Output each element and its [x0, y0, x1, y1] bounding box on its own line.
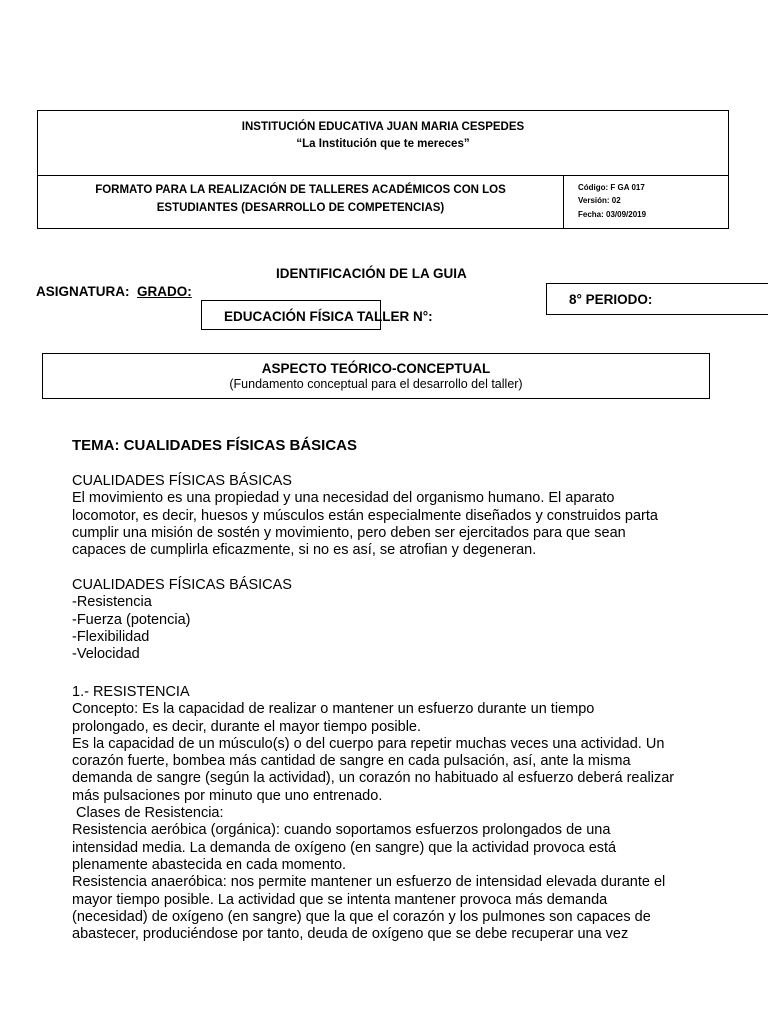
paragraph-line: prolongado, es decir, durante el mayor tiempo posible. [72, 718, 422, 735]
paragraph-line: mayor tiempo posible. La actividad que se intenta mantener provoca más demanda [72, 891, 608, 908]
paragraph-line: intensidad media. La demanda de oxígeno (en sangre) que la actividad provoca está [72, 839, 617, 856]
paragraph-line: plenamente abastecida en cada momento. [72, 856, 347, 873]
paragraph-line: (necesidad) de oxígeno (en sangre) que la que el corazón y los pulmones son capaces de [72, 908, 651, 925]
aspect-subtitle: (Fundamento conceptual para el desarrollo del taller) [229, 377, 523, 391]
header-divider [38, 175, 728, 176]
list-item: -Flexibilidad [72, 628, 150, 645]
paragraph-line: El movimiento es una propiedad y una necesidad del organismo humano. El aparato [72, 490, 615, 507]
document-date: Fecha: 03/09/2019 [578, 210, 647, 219]
paragraph-line: Clases de Resistencia: [72, 805, 224, 822]
asignatura-label: ASIGNATURA: [36, 284, 130, 299]
paragraph-line: Es la capacidad de un músculo(s) o del cuerpo para repetir muchas veces una actividad. Un [72, 735, 665, 752]
identification-title: IDENTIFICACIÓN DE LA GUIA [276, 266, 467, 281]
format-title-line2: ESTUDIANTES (DESARROLLO DE COMPETENCIAS) [156, 202, 445, 214]
institution-motto: “La Institución que te mereces” [296, 138, 470, 150]
subject-taller-label: EDUCACIÓN FÍSICA TALLER N°: [224, 309, 433, 324]
paragraph-line: cumplir una misión de sostén y movimiento, pero deben ser ejercitados para que sean [72, 524, 626, 541]
list-item: -Resistencia [72, 594, 152, 611]
grado-label: GRADO: [137, 284, 192, 299]
paragraph-line: más pulsaciones por minuto que uno entrenado. [72, 787, 383, 804]
list-item: -Velocidad [72, 646, 140, 663]
header-table [37, 110, 729, 229]
period-label: 8° PERIODO: [569, 292, 653, 307]
topic-heading: TEMA: CUALIDADES FÍSICAS BÁSICAS [72, 437, 358, 454]
paragraph-line: demanda de sangre (según la actividad), un corazón no habituado al esfuerzo deberá realizar [72, 770, 675, 787]
paragraph-line: abastecer, produciéndose por tanto, deuda de oxígeno que se debe recuperar una vez [72, 926, 629, 943]
paragraph-line: Resistencia anaeróbica: nos permite mantener un esfuerzo de intensidad elevada durante el [72, 874, 666, 891]
paragraph-line: capaces de cumplirla eficazmente, si no es así, se atrofian y degeneran. [72, 542, 537, 559]
institution-name: INSTITUCIÓN EDUCATIVA JUAN MARIA CESPEDES [241, 121, 525, 133]
list-item: -Fuerza (potencia) [72, 611, 191, 628]
section-heading: CUALIDADES FÍSICAS BÁSICAS [72, 577, 292, 593]
qualities-list [72, 577, 292, 663]
section-heading: CUALIDADES FÍSICAS BÁSICAS [72, 473, 292, 489]
section-heading: 1.- RESISTENCIA [72, 684, 190, 700]
document-version: Versión: 02 [578, 196, 621, 205]
paragraph-line: locomotor, es decir, huesos y músculos están especialmente diseñados y construidos parta [72, 507, 658, 524]
document-code: Código: F GA 017 [578, 183, 645, 192]
resistance-section [72, 684, 674, 943]
paragraph-line: Resistencia aeróbica (orgánica): cuando soportamos esfuerzos prolongados de una [72, 822, 611, 839]
paragraph-line: corazón fuerte, bombea más cantidad de sangre en cada pulsación, así, ante la misma [72, 753, 631, 770]
aspect-title: ASPECTO TEÓRICO-CONCEPTUAL [261, 361, 491, 376]
paragraph-intro [72, 473, 658, 559]
format-title-line1: FORMATO PARA LA REALIZACIÓN DE TALLERES ACADÉMICOS CON LOS [95, 184, 506, 196]
aspect-box [42, 353, 710, 399]
header-vertical-divider [563, 175, 564, 229]
paragraph-line: Concepto: Es la capacidad de realizar o mantener un esfuerzo durante un tiempo [72, 701, 595, 718]
